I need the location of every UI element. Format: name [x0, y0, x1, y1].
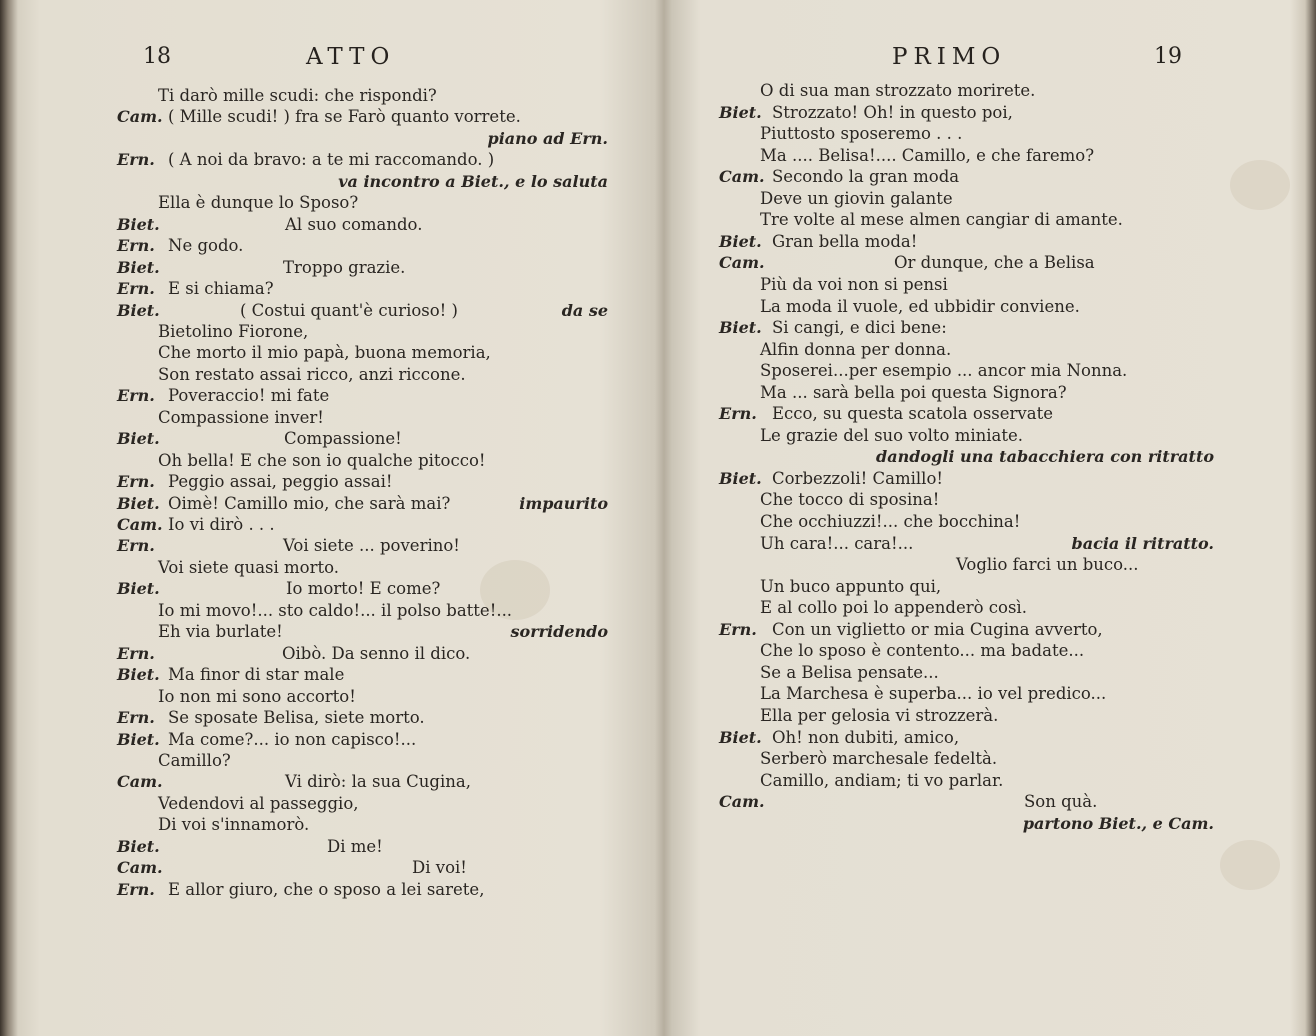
dialogue-line — [664, 403, 1316, 425]
dialogue-line — [664, 382, 1316, 404]
line-text: Vi dirò: la sua Cugina, — [285, 772, 471, 792]
line-text: Se sposate Belisa, siete morto. — [168, 708, 425, 728]
speaker-name: Ern. — [117, 708, 155, 728]
line-text: Ma .... Belisa!.... Camillo, e che faremo? — [760, 145, 1095, 165]
line-text: Oh! non dubiti, amico, — [772, 727, 960, 747]
speaker-name: Ern. — [117, 150, 155, 170]
running-head: PRIMO — [892, 44, 1007, 70]
line-text: O di sua man strozzato morirete. — [760, 81, 1036, 100]
dialogue-line — [664, 339, 1316, 361]
line-text: Di me! — [327, 836, 383, 856]
line-text: Che lo sposo è contento... ma badate... — [760, 641, 1085, 661]
dialogue-line — [0, 235, 664, 257]
line-text: ( Costui quant'è curioso! ) — [240, 300, 458, 320]
speaker-name: Biet. — [117, 579, 160, 599]
line-text: Ma ... sarà bella poi questa Signora? — [760, 382, 1067, 402]
line-text: Ma come?... io non capisco!... — [168, 729, 417, 749]
speaker-name: Cam. — [117, 515, 163, 534]
stage-direction: va incontro a Biet., e lo saluta — [338, 171, 608, 191]
speaker-name: Biet. — [117, 429, 160, 449]
line-text: Secondo la gran moda — [772, 167, 960, 187]
dialogue-line — [664, 231, 1316, 253]
line-text: Eh via burlate! — [158, 622, 283, 642]
dialogue-line — [664, 597, 1316, 619]
dialogue-line — [664, 791, 1316, 813]
line-text: Or dunque, che a Belisa — [894, 253, 1095, 273]
speaker-name: Biet. — [117, 257, 160, 277]
dialogue-line — [0, 857, 664, 879]
dialogue-line — [664, 683, 1316, 705]
line-text: Ma finor di star male — [168, 665, 345, 685]
dialogue-line — [664, 252, 1316, 274]
dialogue-line — [0, 493, 664, 515]
line-text: Voi siete ... poverino! — [283, 536, 460, 556]
line-text: Ti darò mille scudi: che rispondi? — [158, 86, 437, 105]
speaker-name: Biet. — [117, 300, 160, 320]
speaker-name: Ern. — [719, 619, 757, 639]
line-text: Voi siete quasi morto. — [158, 557, 340, 577]
line-text: Io mi movo!... sto caldo!... il polso batte!... — [158, 600, 513, 620]
line-text: E al collo poi lo appenderò così. — [760, 598, 1027, 618]
stage-direction: da se — [561, 300, 608, 320]
page-number: 19 — [1154, 44, 1182, 69]
line-text: Ecco, su questa scatola osservate — [772, 404, 1053, 424]
speaker-name: Ern. — [117, 279, 155, 299]
speaker-name: Biet. — [719, 468, 762, 488]
speaker-name: Biet. — [719, 102, 762, 122]
speaker-name: Biet. — [117, 493, 160, 513]
dialogue-line — [0, 450, 664, 472]
line-text: Camillo, andiam; ti vo parlar. — [760, 770, 1004, 790]
dialogue-line — [0, 750, 664, 772]
speaker-name: Biet. — [117, 729, 160, 749]
dialogue-line — [0, 214, 664, 236]
dialogue-line — [664, 188, 1316, 210]
dialogue-line — [0, 171, 664, 193]
line-text: Che tocco di sposina! — [760, 490, 940, 510]
line-text: Si cangi, e dici bene: — [772, 318, 947, 338]
dialogue-line — [664, 166, 1316, 188]
speaker-name: Cam. — [117, 858, 163, 878]
speaker-name: Cam. — [719, 167, 765, 187]
right-page — [664, 0, 1316, 1036]
dialogue-line — [664, 576, 1316, 598]
dialogue-line — [0, 879, 664, 901]
line-text: Oibò. Da senno il dico. — [282, 643, 471, 663]
line-text: La Marchesa è superba... io vel predico... — [760, 684, 1107, 704]
dialogue-line — [0, 321, 664, 343]
dialogue-line — [0, 578, 664, 600]
speaker-name: Ern. — [117, 386, 155, 406]
dialogue-line — [664, 662, 1316, 684]
line-text: Uh cara!... cara!... — [760, 533, 914, 553]
line-text: Oimè! Camillo mio, che sarà mai? — [168, 493, 451, 513]
speaker-name: Ern. — [117, 472, 155, 492]
dialogue-line — [0, 600, 664, 622]
dialogue-line — [0, 85, 664, 107]
dialogue-line — [0, 342, 664, 364]
line-text: Son quà. — [1024, 792, 1098, 812]
dialogue-line — [664, 533, 1316, 555]
dialogue-line — [664, 770, 1316, 792]
dialogue-line — [0, 729, 664, 751]
stage-direction: piano ad Ern. — [487, 128, 608, 148]
line-text: Bietolino Fiorone, — [158, 321, 309, 341]
line-text: Son restato assai ricco, anzi riccone. — [158, 364, 466, 384]
dialogue-line — [664, 813, 1316, 835]
dialogue-line — [664, 123, 1316, 145]
dialogue-line — [0, 257, 664, 279]
dialogue-line — [664, 80, 1316, 102]
dialogue-line — [664, 468, 1316, 490]
speaker-name: Ern. — [719, 404, 757, 424]
dialogue-line — [664, 489, 1316, 511]
line-text: Ella è dunque lo Sposo? — [158, 193, 359, 213]
line-text: Compassione inver! — [158, 407, 324, 427]
line-text: Camillo? — [158, 750, 231, 770]
line-text: Ne godo. — [168, 236, 244, 256]
speaker-name: Ern. — [117, 879, 155, 899]
dialogue-line — [0, 128, 664, 150]
dialogue-line — [0, 836, 664, 858]
line-text: Che morto il mio papà, buona memoria, — [158, 343, 491, 363]
speaker-name: Cam. — [117, 772, 163, 792]
dialogue-line — [0, 300, 664, 322]
line-text: Voglio farci un buco... — [956, 555, 1139, 575]
line-text: Di voi s'innamorò. — [158, 815, 310, 835]
stage-direction: impaurito — [519, 493, 608, 513]
dialogue-line — [0, 278, 664, 300]
line-text: Peggio assai, peggio assai! — [168, 472, 393, 492]
line-text: Tre volte al mese almen cangiar di amante. — [760, 210, 1123, 230]
dialogue-line — [0, 192, 664, 214]
line-text: Oh bella! E che son io qualche pitocco! — [158, 450, 486, 470]
line-text: Gran bella moda! — [772, 231, 918, 251]
line-text: Ella per gelosia vi strozzerà. — [760, 705, 999, 725]
line-text: ( Mille scudi! ) fra se Farò quanto vorrete. — [168, 107, 521, 127]
speaker-name: Biet. — [719, 727, 762, 747]
line-text: Se a Belisa pensate... — [760, 662, 939, 682]
dialogue-line — [664, 748, 1316, 770]
speaker-name: Cam. — [719, 253, 765, 273]
dialogue-line — [664, 619, 1316, 641]
dialogue-line — [0, 149, 664, 171]
dialogue-line — [664, 554, 1316, 576]
dialogue-line — [664, 274, 1316, 296]
dialogue-line — [0, 707, 664, 729]
dialogue-line — [0, 106, 664, 128]
dialogue-line — [664, 145, 1316, 167]
line-text: Troppo grazie. — [283, 257, 406, 277]
dialogue-line — [0, 557, 664, 579]
line-text: Un buco appunto qui, — [760, 576, 942, 596]
stage-direction: partono Biet., e Cam. — [1022, 813, 1214, 833]
line-text: E si chiama? — [168, 279, 274, 299]
line-text: Poveraccio! mi fate — [168, 386, 330, 406]
stage-direction: dandogli una tabacchiera con ritratto — [876, 447, 1214, 467]
speaker-name: Biet. — [117, 836, 160, 856]
dialogue-line — [664, 446, 1316, 468]
dialogue-line — [0, 428, 664, 450]
line-text: Vedendovi al passeggio, — [158, 793, 359, 813]
speaker-name: Biet. — [117, 665, 160, 685]
dialogue-line — [0, 771, 664, 793]
dialogue-line — [664, 640, 1316, 662]
dialogue-line — [0, 514, 664, 536]
line-text: Sposerei...per esempio ... ancor mia Nonna. — [760, 361, 1128, 381]
dialogue-line — [0, 535, 664, 557]
dialogue-line — [0, 793, 664, 815]
line-text: Deve un giovin galante — [760, 188, 953, 208]
dialogue-line — [0, 385, 664, 407]
speaker-name: Ern. — [117, 643, 155, 663]
dialogue-line — [0, 814, 664, 836]
dialogue-line — [0, 664, 664, 686]
dialogue-line — [0, 471, 664, 493]
line-text: Compassione! — [284, 429, 402, 449]
speaker-name: Cam. — [117, 107, 163, 127]
line-text: Serberò marchesale fedeltà. — [760, 749, 998, 769]
line-text: Io vi dirò . . . — [168, 515, 275, 534]
line-text: Le grazie del suo volto miniate. — [760, 425, 1024, 445]
line-text: Corbezzoli! Camillo! — [772, 468, 944, 488]
dialogue-line — [664, 511, 1316, 533]
dialogue-line — [664, 317, 1316, 339]
dialogue-line — [0, 643, 664, 665]
line-text: Di voi! — [412, 858, 467, 878]
line-text: Con un viglietto or mia Cugina avverto, — [772, 619, 1103, 639]
line-text: Strozzato! Oh! in questo poi, — [772, 102, 1013, 122]
page-number: 18 — [143, 44, 171, 69]
speaker-name: Biet. — [719, 231, 762, 251]
dialogue-line — [664, 102, 1316, 124]
stage-direction: bacia il ritratto. — [1071, 533, 1214, 553]
line-text: E allor giuro, che o sposo a lei sarete, — [168, 879, 485, 899]
speaker-name: Biet. — [117, 214, 160, 234]
line-text: Al suo comando. — [285, 214, 423, 234]
dialogue-line — [0, 686, 664, 708]
dialogue-line — [664, 425, 1316, 447]
dialogue-line — [0, 407, 664, 429]
line-text: Io morto! E come? — [286, 579, 441, 599]
dialogue-line — [664, 705, 1316, 727]
line-text: Che occhiuzzi!... che bocchina! — [760, 512, 1021, 531]
line-text: ( A noi da bravo: a te mi raccomando. ) — [168, 150, 495, 170]
speaker-name: Cam. — [719, 792, 765, 812]
dialogue-line — [664, 727, 1316, 749]
dialogue-line — [664, 360, 1316, 382]
line-text: La moda il vuole, ed ubbidir conviene. — [760, 296, 1080, 316]
speaker-name: Biet. — [719, 318, 762, 338]
line-text: Io non mi sono accorto! — [158, 686, 356, 706]
line-text: Alfin donna per donna. — [760, 339, 952, 359]
dialogue-line — [0, 621, 664, 643]
dialogue-line — [0, 364, 664, 386]
line-text: Piuttosto sposeremo . . . — [760, 124, 963, 144]
running-head: ATTO — [306, 44, 396, 70]
stage-direction: sorridendo — [510, 622, 608, 642]
speaker-name: Ern. — [117, 236, 155, 256]
line-text: Più da voi non si pensi — [760, 274, 948, 294]
dialogue-line — [664, 209, 1316, 231]
speaker-name: Ern. — [117, 536, 155, 556]
dialogue-line — [664, 296, 1316, 318]
